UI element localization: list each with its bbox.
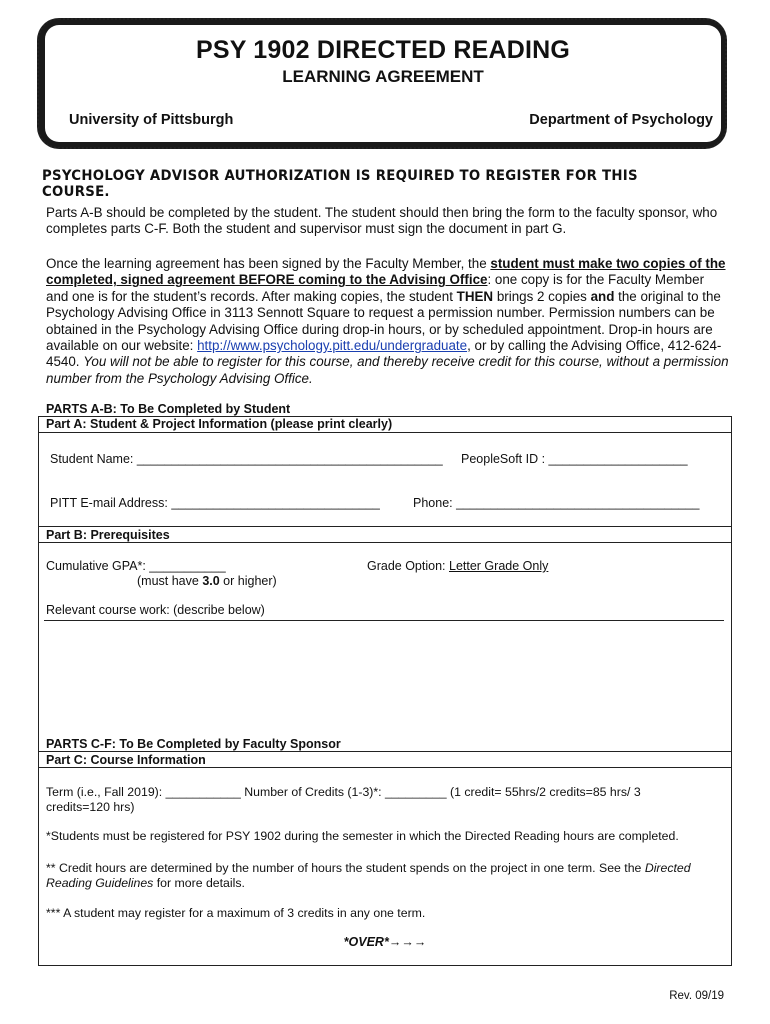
p2-and-emphasis: and <box>590 288 615 304</box>
max-credits-note: *** A student may register for a maximum of 3 credits in any one term. <box>46 906 426 920</box>
p2-then-emphasis: THEN <box>456 288 494 304</box>
p2-copies-emphasis: student must make two copies of the completed, signed agreement BEFORE coming to the Advising Office <box>46 256 726 288</box>
grade-option-value: Letter Grade Only <box>449 559 549 573</box>
document-title: PSY 1902 DIRECTED READING <box>195 36 571 64</box>
part-c-heading: Part C: Course Information <box>38 751 732 768</box>
p2-text-c: : one copy is for the Faculty Member and one is for the student’s records. After making copies, the student <box>46 272 705 304</box>
parts-cf-heading: PARTS C-F: To Be Completed by Faculty Sponsor <box>46 737 341 751</box>
part-b-heading: Part B: Prerequisites <box>38 526 732 543</box>
grade-option <box>367 559 548 573</box>
parts-ab-heading: PARTS A-B: To Be Completed by Student <box>46 402 291 416</box>
reading-guidelines-ref: Reading Guidelines <box>46 876 154 890</box>
p2-warning: You will not be able to register for this course, and thereby receive credit for this course, without a permission number from the Psychology Advising Office. <box>46 354 729 386</box>
grade-option-label: Grade Option: <box>367 559 449 573</box>
department-name: Department of Psychology <box>529 112 713 128</box>
gpa-requirement-note <box>137 574 277 588</box>
phone-field[interactable]: Phone: ___________________________________ <box>413 496 700 510</box>
peoplesoft-id-field[interactable]: PeopleSoft ID : ____________________ <box>461 452 688 466</box>
note2-directed: Directed <box>644 861 691 875</box>
p2-text-g: the original to the Psychology Advising Office in 3113 Sennott Square to request a permission number. Permission numbers can be obtained in the Psychology Advising Office during drop-in hours, or by scheduled appointment. Drop-in hours are available on our website: <box>46 288 721 354</box>
guidelines-note <box>46 876 245 890</box>
advising-website-link[interactable]: http://www.psychology.pitt.edu/undergraduate <box>197 338 468 354</box>
intro-paragraph-1: Parts A-B should be completed by the student. The student should then bring the form to the faculty sponsor, who completes parts C-F. Both the student and supervisor must sign the document in part G. <box>46 205 718 237</box>
gpa-note-c: or higher) <box>219 574 277 588</box>
university-name: University of Pittsburgh <box>69 112 234 128</box>
credit-hours-note: credits=120 hrs) <box>46 800 135 814</box>
note2-a: ** Credit hours are determined by the number of hours the student spends on the project in one term. See the <box>46 861 645 875</box>
term-credits-field[interactable]: Term (i.e., Fall 2019): ___________ Number of Credits (1-3)*: _________ (1 credit= 55hrs/2 credits=85 hrs/ 3 <box>46 785 641 799</box>
coursework-area[interactable] <box>44 622 724 734</box>
note2-d: for more details. <box>153 876 245 890</box>
p2-text-e: brings 2 copies <box>493 288 591 304</box>
p2-text-a: Once the learning agreement has been signed by the Faculty Member, the <box>46 256 491 271</box>
student-name-field[interactable]: Student Name: ____________________________________________ <box>50 452 443 466</box>
authorization-notice: PSYCHOLOGY ADVISOR AUTHORIZATION IS REQUIRED TO REGISTER FOR THIS COURSE. <box>42 168 638 200</box>
gpa-field[interactable]: Cumulative GPA*: ___________ <box>46 559 226 573</box>
document-subtitle: LEARNING AGREEMENT <box>282 67 484 86</box>
gpa-minimum: 3.0 <box>202 574 220 588</box>
coursework-divider <box>44 620 724 621</box>
revision-label: Rev. 09/19 <box>669 990 724 1002</box>
pitt-email-field[interactable]: PITT E-mail Address: ______________________________ <box>50 496 380 510</box>
over-indicator: *OVER*→→→ <box>343 935 427 949</box>
part-a-heading: Part A: Student & Project Information (please print clearly) <box>38 416 732 433</box>
coursework-label: Relevant course work: (describe below) <box>46 603 265 617</box>
intro-paragraph-2 <box>46 256 730 387</box>
credit-hours-determination-note <box>46 861 691 875</box>
p2-text-h: , or by calling the Advising Office, 412-624-4540. <box>46 338 722 370</box>
gpa-note-a: (must have <box>137 574 203 588</box>
registration-note: *Students must be registered for PSY 1902 during the semester in which the Directed Reading hours are completed. <box>46 829 679 843</box>
